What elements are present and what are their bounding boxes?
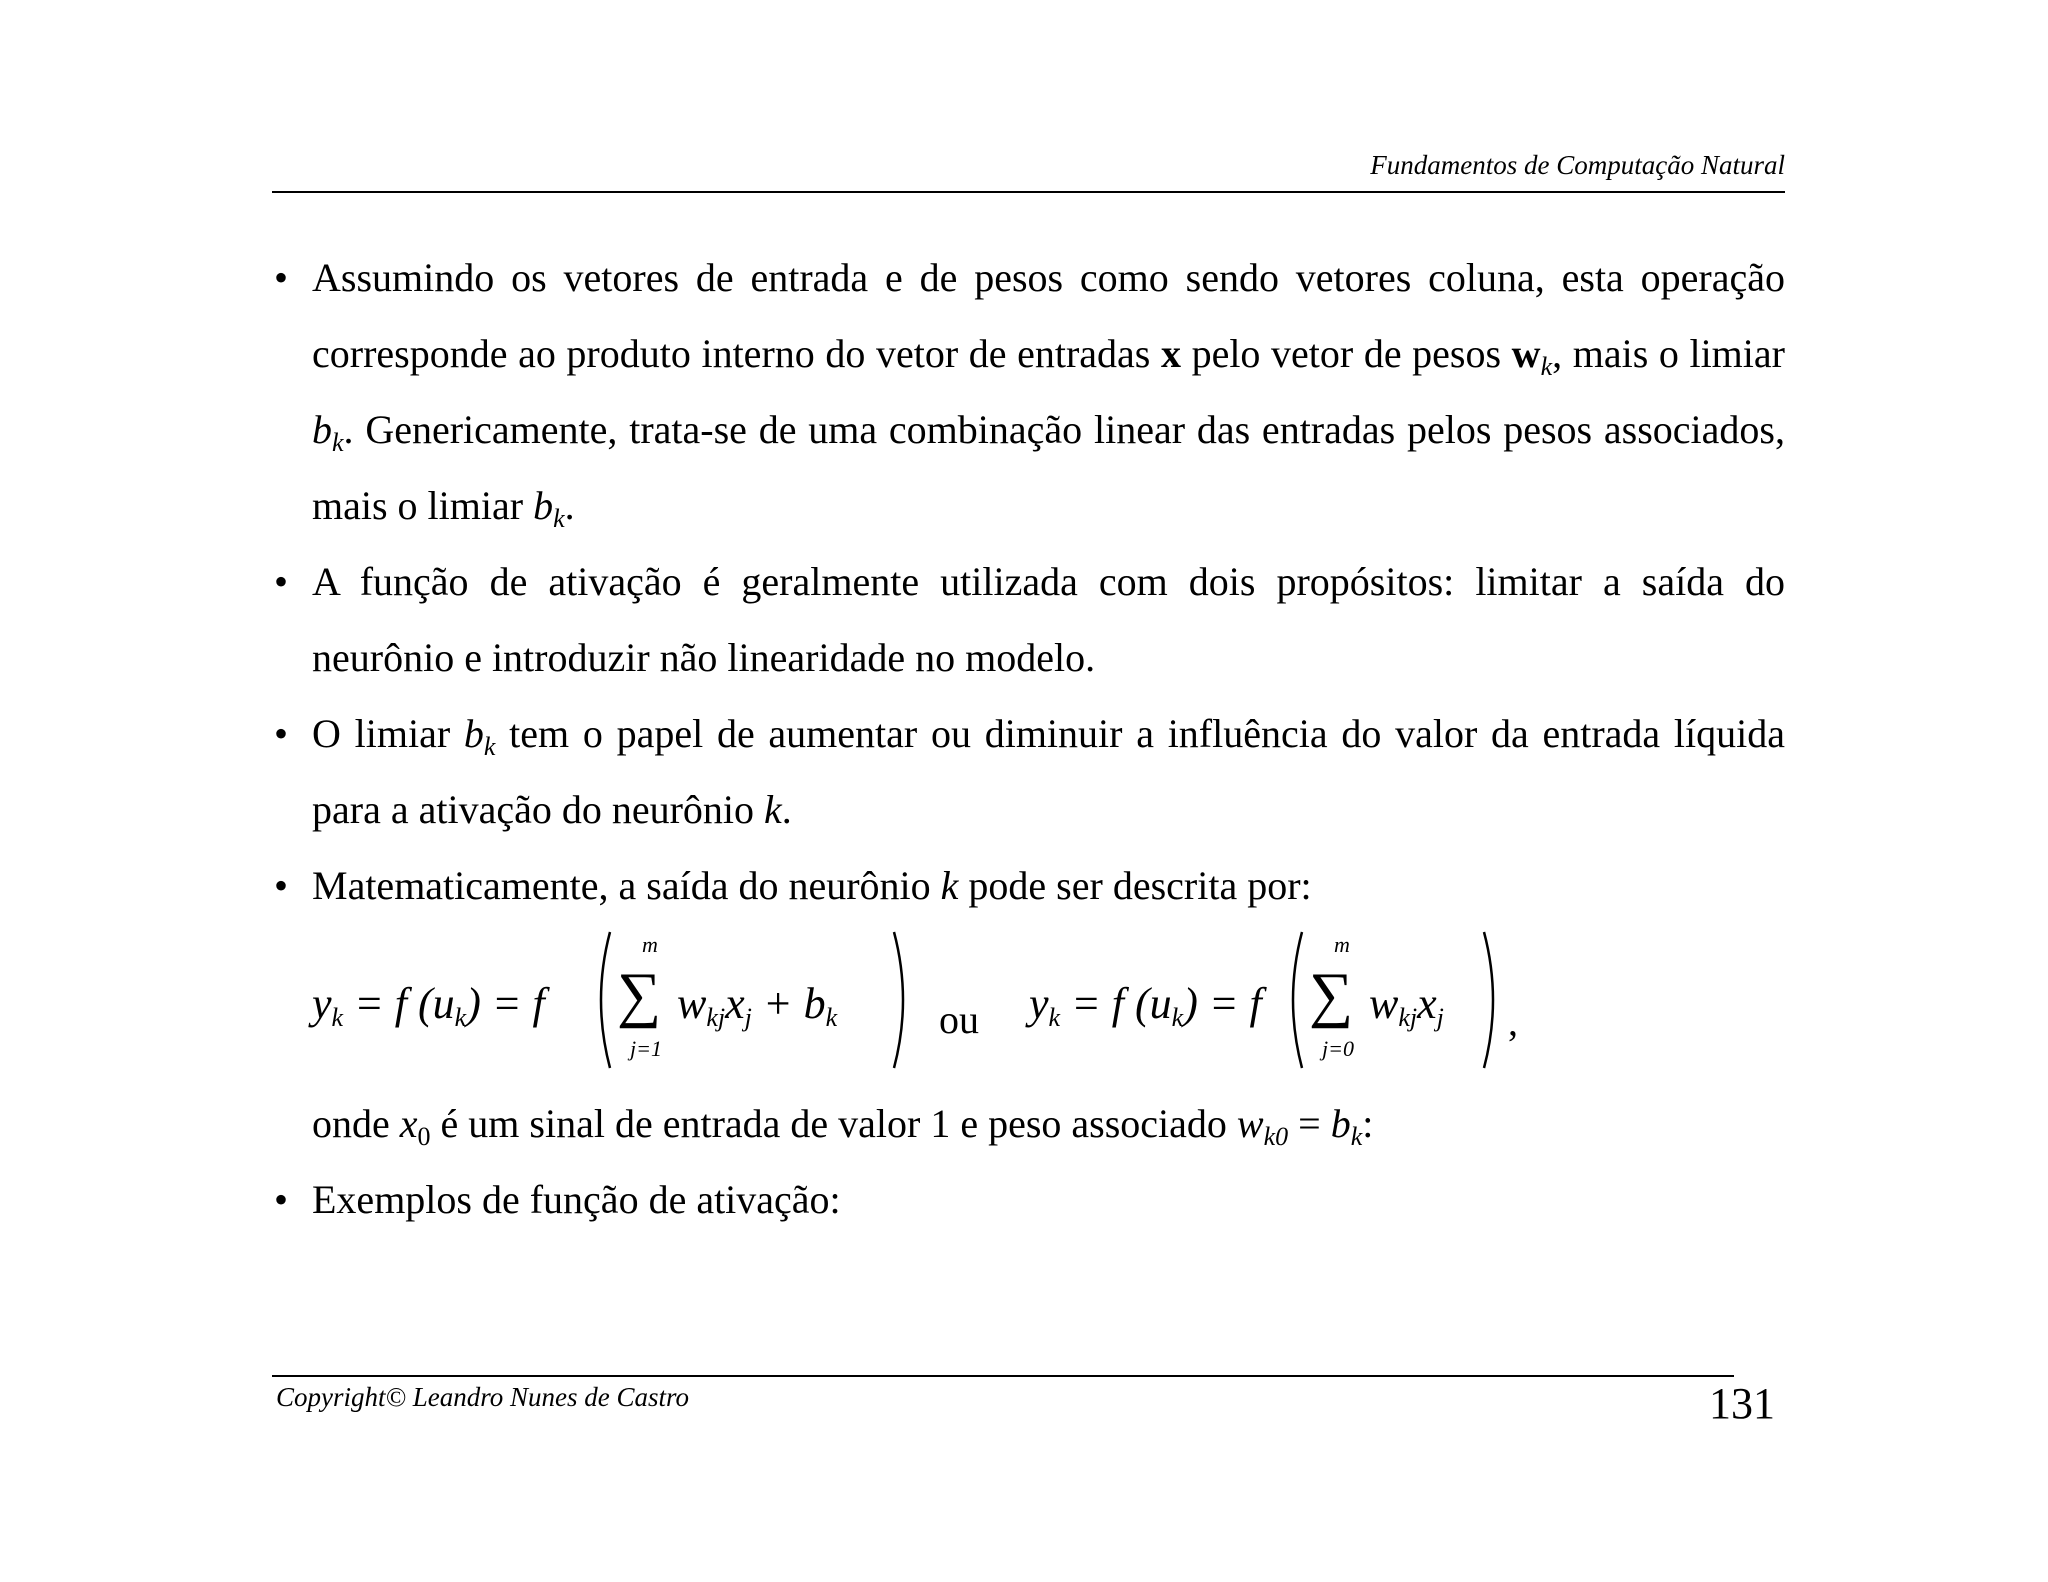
equation-connector: ou [939, 997, 979, 1042]
running-header: Fundamentos de Computação Natural [1370, 150, 1785, 180]
right-paren-icon [892, 930, 914, 1070]
bullet-icon: • [274, 255, 289, 300]
bullet-text: Exemplos de função de ativação: [312, 1177, 841, 1222]
left-paren-icon [590, 930, 612, 1070]
sum-upper-limit: m [642, 932, 658, 957]
bullet-text: Assumindo os vetores de entrada e de pesos como sendo vetores coluna, esta operação corresponde ao produto interno do vetor de entradas x pelo vetor de pesos $w_k$, mais o limiar $b_k$. Genericamente, trata-se de uma combinação linear das entradas pelos pesos associados, mais o limiar $b_k$. [312, 255, 1785, 533]
footer-copyright: Copyright© Leandro Nunes de Castro [276, 1382, 690, 1412]
header-rule [272, 191, 1785, 193]
bullet-activation-examples [272, 1162, 1785, 1238]
bullet-icon: • [274, 863, 289, 908]
page-number: 131 [1709, 1379, 1775, 1428]
neuron-output-equation [312, 930, 1785, 1078]
footer-rule [272, 1375, 1734, 1377]
bullet-text: A função de ativação é geralmente utilizada com dois propósitos: limitar a saída do neurônio e introduzir não linearidade no modelo. [312, 559, 1785, 680]
equation-explanation: onde $x_0$ é um sinal de entrada de valor 1 e peso associado $w_{k0} = b_k$: [312, 1101, 1374, 1151]
equation-left-lhs: $y_k = f$ $(u_k) = f$ [312, 979, 545, 1032]
bullet-icon: • [274, 711, 289, 756]
bullet-icon: • [274, 1177, 289, 1222]
bullet-threshold [272, 696, 1785, 848]
equation-right-lhs: $y_k = f$ $(u_k) = f$ [1029, 979, 1262, 1032]
page-body [272, 240, 1785, 1238]
bullet-text: O limiar $b_k$ tem o papel de aumentar ou diminuir a influência do valor da entrada líquida para a ativação do neurônio k. [312, 711, 1785, 832]
bullet-math-output [272, 848, 1785, 924]
left-paren-icon [1282, 930, 1304, 1070]
bullet-text: Matematicamente, a saída do neurônio k pode ser descrita por: [312, 863, 1312, 908]
sum-lower-limit: j=0 [1322, 1036, 1354, 1061]
right-paren-icon [1482, 930, 1504, 1070]
sum-icon: ∑ [617, 961, 662, 1029]
sum-upper-limit: m [1334, 932, 1350, 957]
sum-body: $w_{kj}x_j$ [1369, 979, 1444, 1032]
equation-comma: , [1508, 999, 1518, 1044]
bullet-vector-product [272, 240, 1785, 544]
sum-icon: ∑ [1309, 961, 1354, 1029]
sum-body: $w_{kj}x_j + b_k$ [677, 979, 838, 1032]
bullet-icon: • [274, 559, 289, 604]
bullet-activation-purpose [272, 544, 1785, 696]
sum-lower-limit: j=1 [630, 1036, 662, 1061]
